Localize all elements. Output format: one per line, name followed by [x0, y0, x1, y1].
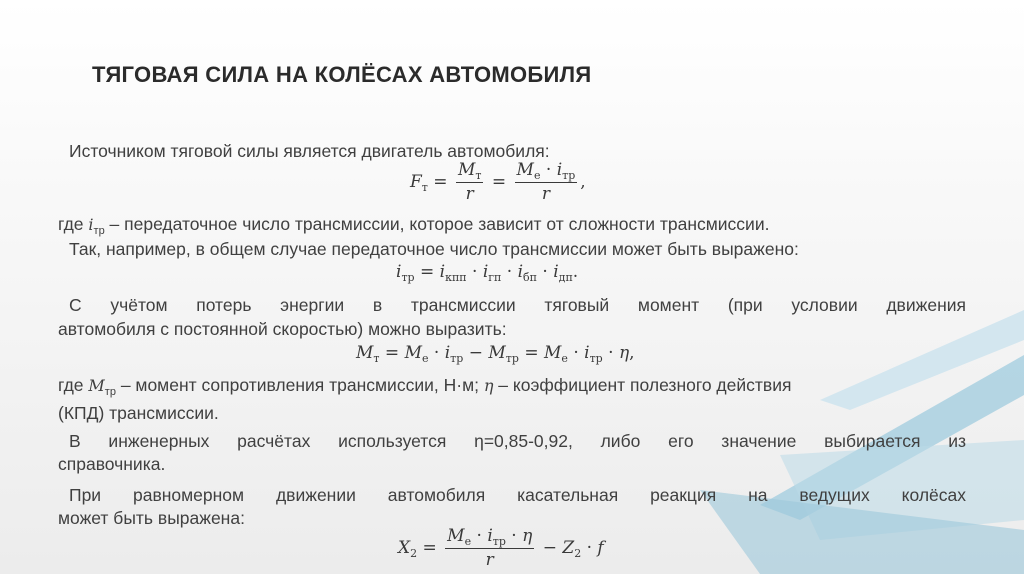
paragraph-efficiency-line2: справочника. [58, 454, 166, 474]
paragraph-example: Так, например, в общем случае передаточное число трансмиссии может быть выражено: [69, 239, 799, 259]
paragraph-ratio-definition: где $i_{тр}$ – передаточное число трансмиссии, которое зависит от сложности трансмиссии. [58, 214, 770, 237]
paragraph-source: Источником тяговой силы является двигатель автомобиля: [69, 141, 550, 161]
fraction-moment: $\frac{M_т}{r}$ [457, 160, 482, 204]
paragraph-reaction-line1: При равномерном движении автомобиля касательная реакция на ведущих колёсах [69, 485, 966, 505]
paragraph-efficiency-line1: В инженерных расчётах используется η=0,85-0,92, либо его значение выбирается из [69, 431, 966, 451]
slide-title: ТЯГОВАЯ СИЛА НА КОЛЁСАХ АВТОМОБИЛЯ [92, 62, 592, 87]
formula-transmission-ratio: $i_{тр} = i_{кпп} \cdot i_{гп} \cdot i_{бп} \cdot i_{дп}$. [396, 262, 579, 284]
formula-traction-moment: $M_т = M_e \cdot i_{тр} - M_{тр} = M_e \cdot i_{тр} \cdot \eta$, [356, 343, 635, 365]
paragraph-losses-line2: автомобиля с постоянной скоростью) можно выразить: [58, 319, 507, 339]
formula-traction-force: $F_т$ = $\frac{M_т}{r}$ = $\frac{M_e \cdot i_{тр}}{r}$ , [410, 160, 586, 204]
paragraph-reaction-line2: может быть выражена: [58, 508, 245, 528]
fraction-engine: $\frac{M_e \cdot i_{тр}}{r}$ [516, 160, 576, 204]
paragraph-resistance-line2: (КПД) трансмиссии. [58, 403, 219, 423]
paragraph-resistance-definition: где $M_{тр}$ – момент сопротивления трансмиссии, Н·м; η – коэффициент полезного действия [58, 375, 792, 398]
paragraph-losses-line1: С учётом потерь энергии в трансмиссии тяговый момент (при условии движения [69, 295, 966, 315]
formula-tangential-reaction: $X_2$ = $\frac{M_e \cdot i_{тр} \cdot \eta}{r}$ − $Z_2 \cdot f$ [398, 526, 604, 570]
fraction-reaction: $\frac{M_e \cdot i_{тр} \cdot \eta}{r}$ [447, 526, 533, 570]
